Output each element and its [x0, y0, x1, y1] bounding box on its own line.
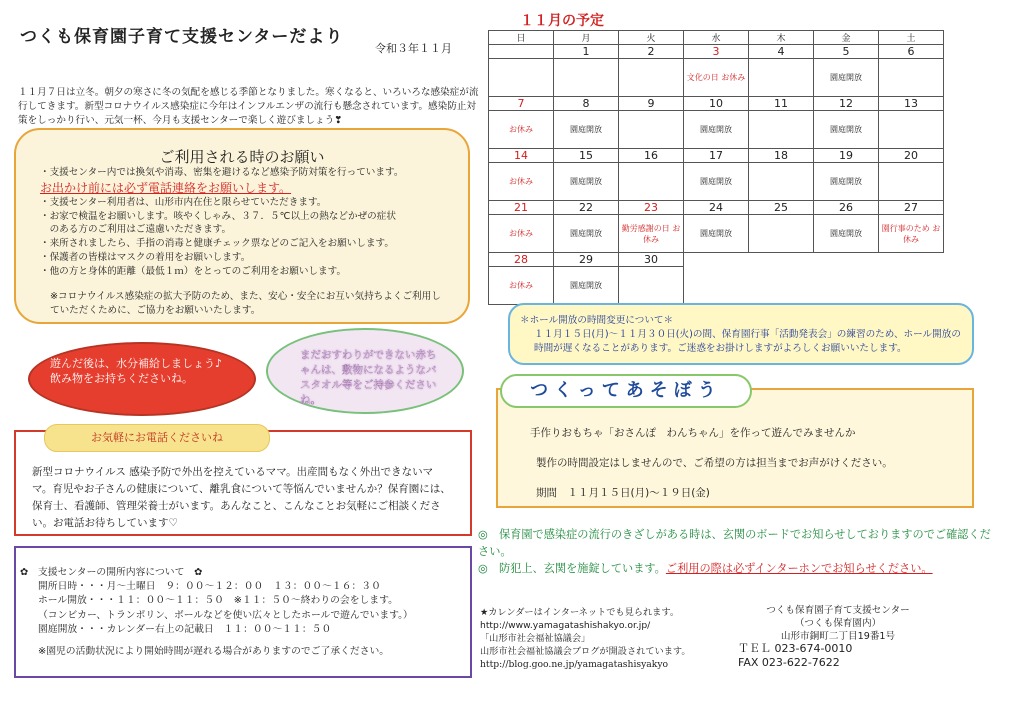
calendar-day-event: [879, 163, 944, 201]
opening-line: ホール開放・・・１１：００～１１：５０ ※１１：５０～終わりの会をします。: [38, 595, 398, 607]
calendar-day-event: [619, 267, 684, 305]
calendar-day-event: 園庭開放: [814, 163, 879, 201]
calendar-day-number: 9: [619, 97, 684, 111]
calendar-day-number: 20: [879, 149, 944, 163]
center-street: 山形市銅町二丁目19番1号: [780, 631, 896, 642]
usage-rules-list: [40, 166, 460, 279]
calendar-day-number: 21: [489, 201, 554, 215]
calendar-day-event: 園行事のため お休み: [879, 215, 944, 253]
opening-text: [20, 566, 458, 659]
craft-period: 期間 １１月１５日(月)～１９日(金): [536, 487, 710, 499]
rule-item: ・保護者の皆様はマスクの着用をお願いします。: [40, 251, 251, 263]
calendar-day-number: 5: [814, 45, 879, 59]
calendar-day-event: [749, 111, 814, 149]
calendar-day-number: 3: [684, 45, 749, 59]
hydration-text: 遊んだ後は、水分補給しましょう♪ 飲み物をお持ちくださいね。: [50, 357, 234, 385]
calendar-day-event: [619, 59, 684, 97]
calendar-day-number: 6: [879, 45, 944, 59]
calendar-day-event: [879, 111, 944, 149]
calendar-day-event: 園庭開放: [814, 59, 879, 97]
usage-rules-note: ※コロナウイルス感染症の拡大予防のため、また、安心・安全にお互い気持ちよくご利用していただくために、ご協力をお願いいたします。: [50, 291, 441, 316]
opening-line: （コンビカー、トランポリン、ボールなどを使い広々としたホールで遊んでいます。）: [38, 609, 413, 621]
page-title: つくも保育園子育て支援センターだより: [20, 27, 344, 47]
calendar-day-number: 18: [749, 149, 814, 163]
craft-line: 手作りおもちゃ「おさんぽ わんちゃん」を作って遊んでみませんか: [530, 427, 856, 439]
calendar-day-number: 16: [619, 149, 684, 163]
calendar-table: [488, 30, 944, 305]
center-address: [738, 604, 938, 643]
towel-bubble: [266, 328, 464, 414]
rule-item: ・お家で検温をお願いします。咳やくしゃみ、３７．５℃以上の熱などかぜの症状: [40, 210, 396, 222]
rule-item-emphasis: お出かけ前には必ず電話連絡をお願いします。: [40, 180, 292, 195]
calendar-day-number: 17: [684, 149, 749, 163]
consult-text: 新型コロナウイルス 感染予防で外出を控えているママ。出産間もなく外出できないママ。育児やお子さんの健康について、離乳食について等悩んでいませんか？保育園には、保育士、看護師、管理栄養士がいます。あんなこと、こんなことお気軽にご相談ください。お電話お待ちしています♡: [32, 466, 451, 529]
calendar-day-number: 25: [749, 201, 814, 215]
center-name: つくも保育園子育て支援センター: [766, 605, 910, 616]
calendar-day-event: 園庭開放: [554, 215, 619, 253]
notice-board: ◎ 保育園で感染症の流行のきざしがある時は、玄関のボードでお知らせしておりますのでご確認ください。: [478, 528, 991, 558]
calendar-day-number: 15: [554, 149, 619, 163]
calendar-day-event: 園庭開放: [554, 267, 619, 305]
footer-url[interactable]: http://www.yamagatashishakyo.or.jp/: [480, 620, 651, 631]
consult-banner: お気軽にお電話くださいね: [44, 424, 270, 452]
intro-text: １１月７日は立冬。朝夕の寒さに冬の気配を感じる季節となりました。寒くなると、いろいろな感染症が流行してきます。新型コロナウイルス感染症に今年はインフルエンザの流行も懸念されています。感染防止対策をしっかり行い、元気一杯、今月も支援センターで楽しく遊びましょう❣: [18, 87, 479, 126]
rule-item: ・他の方と身体的距離（最低１ｍ）をとってのご利用をお願いします。: [40, 265, 347, 277]
calendar-day-event: 園庭開放: [554, 111, 619, 149]
calendar-day-event: 文化の日 お休み: [684, 59, 749, 97]
towel-text: まだおすわりができない赤ちゃんは、敷物になるようなバスタオル等をご持参くださいね。: [300, 349, 437, 406]
calendar-day-number: 24: [684, 201, 749, 215]
weekday-header: 日: [489, 31, 554, 45]
footer-line: 山形市社会福祉協議会ブログが開設されています。: [480, 646, 691, 657]
calendar-day-event: [749, 215, 814, 253]
rule-item: ・支援センター内では換気や消毒、密集を避けるなど感染予防対策を行っています。: [40, 167, 404, 178]
calendar-day-number: 2: [619, 45, 684, 59]
rule-item: ・来所されましたら、手指の消毒と健康チェック票などのご記入をお願いします。: [40, 238, 394, 250]
calendar-day-event: [749, 163, 814, 201]
calendar-day-event: [489, 59, 554, 97]
calendar-day-event: 園庭開放: [814, 215, 879, 253]
hall-change-heading: ＊ホール開放の時間変更について＊: [520, 315, 674, 326]
weekday-header: 金: [814, 31, 879, 45]
footer-blog-url[interactable]: http://blog.goo.ne.jp/yamagatashisyakyo: [480, 659, 669, 670]
opening-line: 園庭開放・・・カレンダー右上の記載日 １１：００～１１：５０: [38, 623, 332, 635]
rule-item: のある方のご利用はご遠慮いただきます。: [40, 224, 232, 236]
calendar-day-number: 27: [879, 201, 944, 215]
calendar-day-event: 勤労感謝の日 お休み: [619, 215, 684, 253]
calendar-day-number: 14: [489, 149, 554, 163]
center-contact: [738, 642, 852, 670]
calendar-day-event: 園庭開放: [684, 215, 749, 253]
calendar-day-number: 30: [619, 253, 684, 267]
center-location: （つくも保育園内）: [794, 618, 882, 629]
calendar-day-event: お休み: [489, 267, 554, 305]
notice-lock-text: ◎ 防犯上、玄関を施錠しています。: [478, 562, 666, 575]
issue-date: 令和３年１１月: [375, 42, 452, 55]
opening-line: 開所日時・・・月～土曜日 ９：００～１２：００ １３：００～１６：３０: [38, 581, 381, 593]
rule-item: ・支援センター利用者は、山形市内在住と限らせていただきます。: [40, 196, 327, 208]
center-fax: FAX 023-622-7622: [738, 656, 840, 669]
opening-heading: ✿ 支援センターの開所内容について ✿: [20, 567, 203, 578]
calendar-day-number: 4: [749, 45, 814, 59]
calendar-day-number: 8: [554, 97, 619, 111]
center-tel: ＴＥＬ 023-674-0010: [738, 642, 853, 655]
calendar-day-number: 7: [489, 97, 554, 111]
calendar-day-number: 1: [554, 45, 619, 59]
weekday-header: 木: [749, 31, 814, 45]
footer-line: 「山形市社会福祉協議会」: [480, 633, 591, 644]
hall-change-text: [520, 314, 970, 356]
weekday-header: 火: [619, 31, 684, 45]
calendar-day-number: 11: [749, 97, 814, 111]
usage-rules-box: [14, 128, 470, 324]
calendar-day-number: 13: [879, 97, 944, 111]
calendar-day-event: 園庭開放: [554, 163, 619, 201]
opening-line: ※園児の活動状況により開始時間が遅れる場合がありますのでご了承ください。: [38, 646, 390, 658]
calendar-day-number: 26: [814, 201, 879, 215]
craft-line: 製作の時間設定はしませんので、ご希望の方は担当までお声がけください。: [536, 457, 893, 469]
calendar-day-number: 12: [814, 97, 879, 111]
notice-intercom: ご利用の際は必ずインターホンでお知らせください。: [665, 562, 933, 575]
craft-title: つくってあそぼう: [500, 374, 752, 408]
calendar-day-event: [619, 111, 684, 149]
calendar-day-event: 園庭開放: [814, 111, 879, 149]
footer-line: ★カレンダーはインターネットでも見られます。: [480, 607, 680, 618]
calendar-day-event: [879, 59, 944, 97]
weekday-header: 土: [879, 31, 944, 45]
notices: [478, 526, 998, 577]
calendar-day-event: 園庭開放: [684, 111, 749, 149]
calendar-day-event: [554, 59, 619, 97]
calendar-day-number: 29: [554, 253, 619, 267]
hydration-bubble: [28, 342, 256, 416]
calendar-day-number: 19: [814, 149, 879, 163]
hall-change-body: １１月１５日(月)～１１月３０日(火)の間、保育園行事「活動発表会」の練習のため、ホール開放の時間が遅くなることがあります。ご迷惑をお掛けしますがよろしくお願いいたします。: [534, 329, 961, 354]
calendar-day-event: お休み: [489, 163, 554, 201]
craft-text: [530, 418, 960, 508]
calendar-day-event: 園庭開放: [684, 163, 749, 201]
calendar-day-event: [619, 163, 684, 201]
calendar-day-number: 23: [619, 201, 684, 215]
weekday-header: 月: [554, 31, 619, 45]
opening-line: [38, 637, 458, 645]
calendar-day-number: 28: [489, 253, 554, 267]
calendar-day-number: 22: [554, 201, 619, 215]
calendar-day-number: 10: [684, 97, 749, 111]
calendar-day-event: お休み: [489, 111, 554, 149]
weekday-header: 水: [684, 31, 749, 45]
calendar-title: １１月の予定: [520, 13, 604, 29]
notice-lock: [478, 560, 998, 577]
footer-links: [480, 606, 730, 671]
usage-rules-heading: ご利用される時のお願い: [159, 148, 325, 166]
calendar-day-event: [749, 59, 814, 97]
calendar-day-number: [489, 45, 554, 59]
calendar-day-event: お休み: [489, 215, 554, 253]
